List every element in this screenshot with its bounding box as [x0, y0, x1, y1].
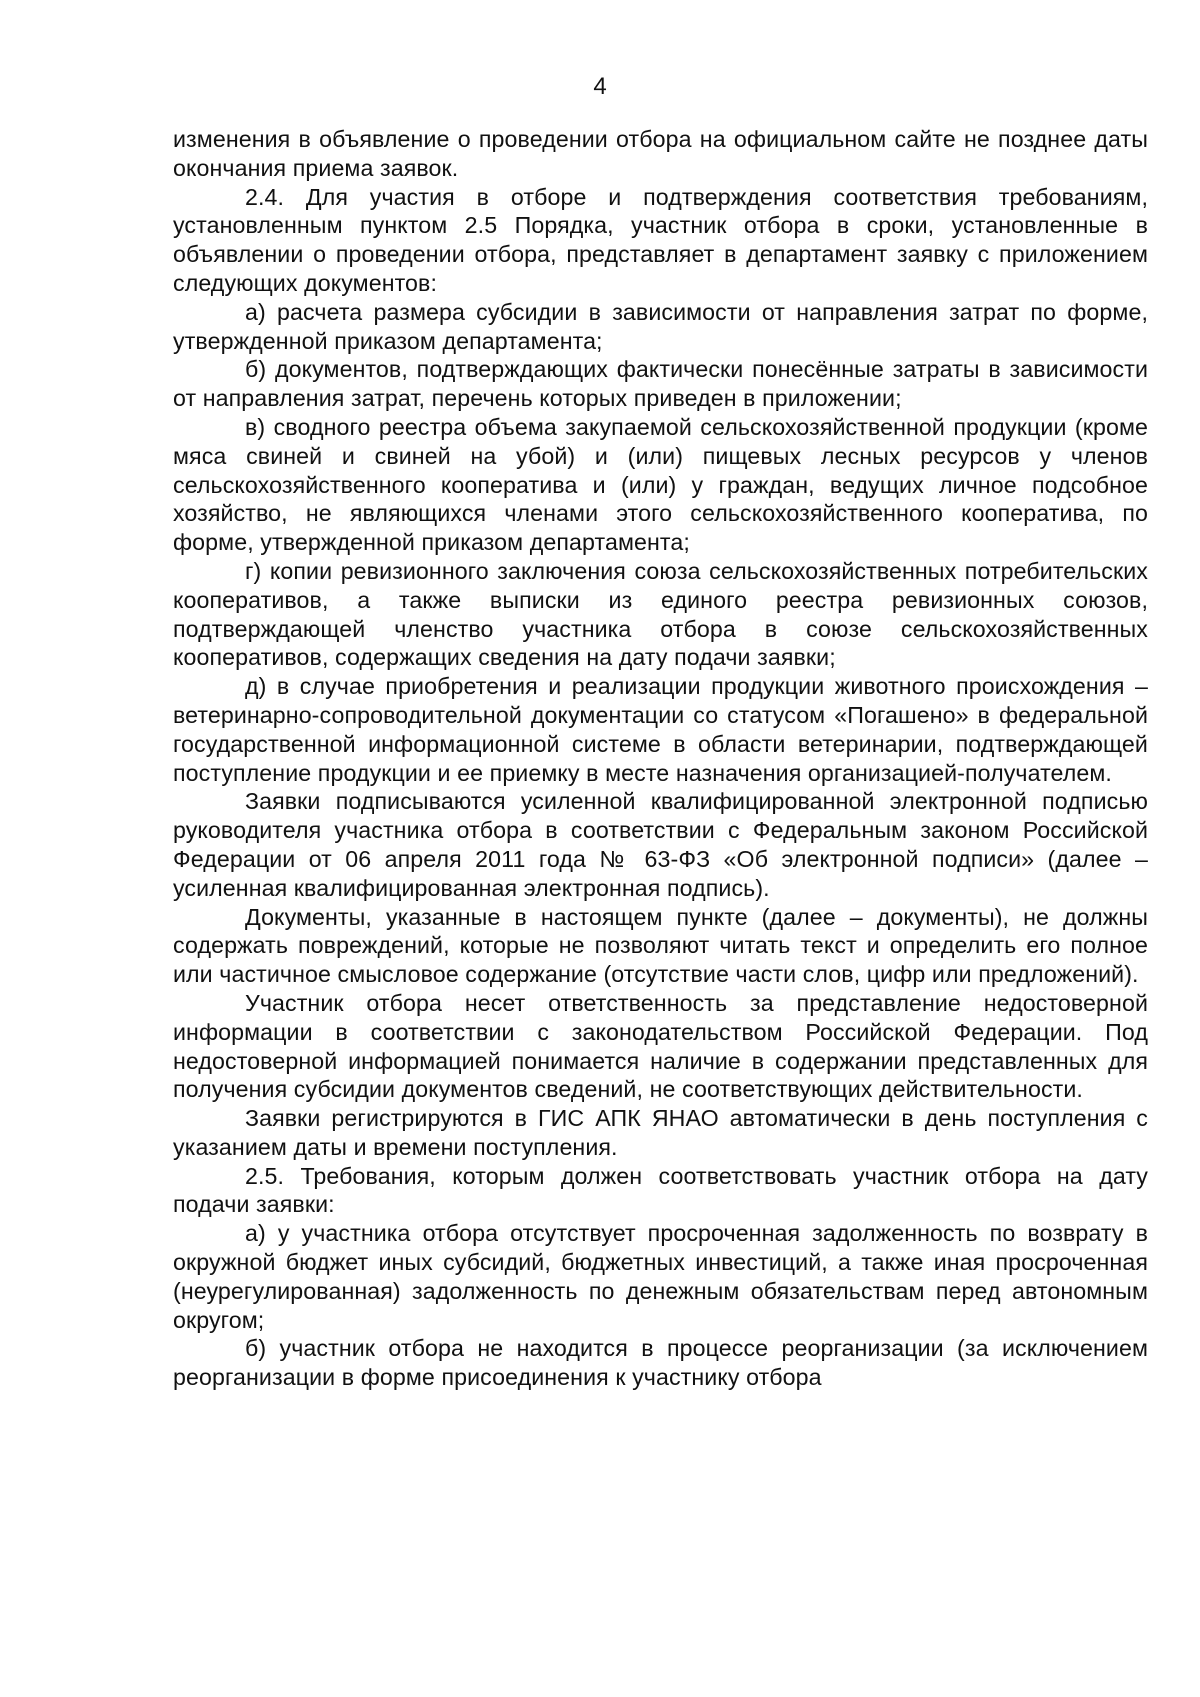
page-number: 4 — [593, 73, 607, 100]
paragraph-responsibility: Участник отбора несет ответственность за представление недостоверной информации в соответствии с законодательством Российской Федерации. Под недостоверной информацией понимается наличие в содержании представленных для получения субсидии документов сведений, не соответствующих действительности. — [173, 989, 1148, 1103]
paragraph-2-5: 2.5. Требования, которым должен соответствовать участник отбора на дату подачи заявки: — [173, 1162, 1148, 1218]
paragraph-documents: Документы, указанные в настоящем пункте (далее – документы), не должны содержать повреждений, которые не позволяют читать текст и определить его полное или частичное смысловое содержание (отсутствие части слов, цифр или предложений). — [173, 903, 1148, 988]
paragraph-2-4: 2.4. Для участия в отборе и подтверждения соответствия требованиям, установленным пунктом 2.5 Порядка, участник отбора в сроки, установленные в объявлении о проведении отбора, представляет в департамент заявку с приложением следующих документов: — [173, 183, 1148, 296]
paragraph-req-b: б) участник отбора не находится в процессе реорганизации (за исключением реорганизации в форме присоединения к участнику отбора — [173, 1335, 1148, 1391]
paragraph-item-v: в) сводного реестра объема закупаемой сельскохозяйственной продукции (кроме мяса свиней и свиней на убой) и (или) пищевых лесных ресурсов у членов сельскохозяйственного кооператива и (или) у граждан, ведущих личное подсобное хозяйство, не являющихся членами этого сельскохозяйственного кооператива, по форме, утвержденной приказом департамента; — [173, 413, 1148, 556]
document-body — [173, 125, 1148, 1392]
paragraph-item-d: д) в случае приобретения и реализации продукции животного происхождения – ветеринарно-сопроводительной документации со статусом «Погашено» в федеральной государственной информационной системе в области ветеринарии, подтверждающей поступление продукции и ее приемку в месте назначения организацией-получателем. — [173, 673, 1148, 786]
paragraph-item-a: а) расчета размера субсидии в зависимости от направления затрат по форме, утвержденной приказом департамента; — [173, 298, 1148, 354]
paragraph-item-b: б) документов, подтверждающих фактически понесённые затраты в зависимости от направления затрат, перечень которых приведен в приложении; — [173, 356, 1148, 412]
paragraph-item-g: г) копии ревизионного заключения союза сельскохозяйственных потребительских кооперативов, а также выписки из единого реестра ревизионных союзов, подтверждающей членство участника отбора в союзе сельскохозяйственных кооперативов, содержащих сведения на дату подачи заявки; — [173, 557, 1148, 671]
paragraph-continuation: изменения в объявление о проведении отбора на официальном сайте не позднее даты окончания приема заявок. — [173, 126, 1148, 181]
paragraph-req-a: а) у участника отбора отсутствует просроченная задолженность по возврату в окружной бюджет иных субсидий, бюджетных инвестиций, а также иная просроченная (неурегулированная) задолженность по денежным обязательствам перед автономным округом; — [173, 1220, 1148, 1333]
paragraph-registration: Заявки регистрируются в ГИС АПК ЯНАО автоматически в день поступления с указанием даты и времени поступления. — [173, 1105, 1148, 1160]
paragraph-signature: Заявки подписываются усиленной квалифицированной электронной подписью руководителя участника отбора в соответствии с Федеральным законом Российской Федерации от 06 апреля 2011 года № 63-ФЗ «Об электронной подписи» (далее – усиленная квалифицированная электронная подпись). — [173, 788, 1148, 901]
